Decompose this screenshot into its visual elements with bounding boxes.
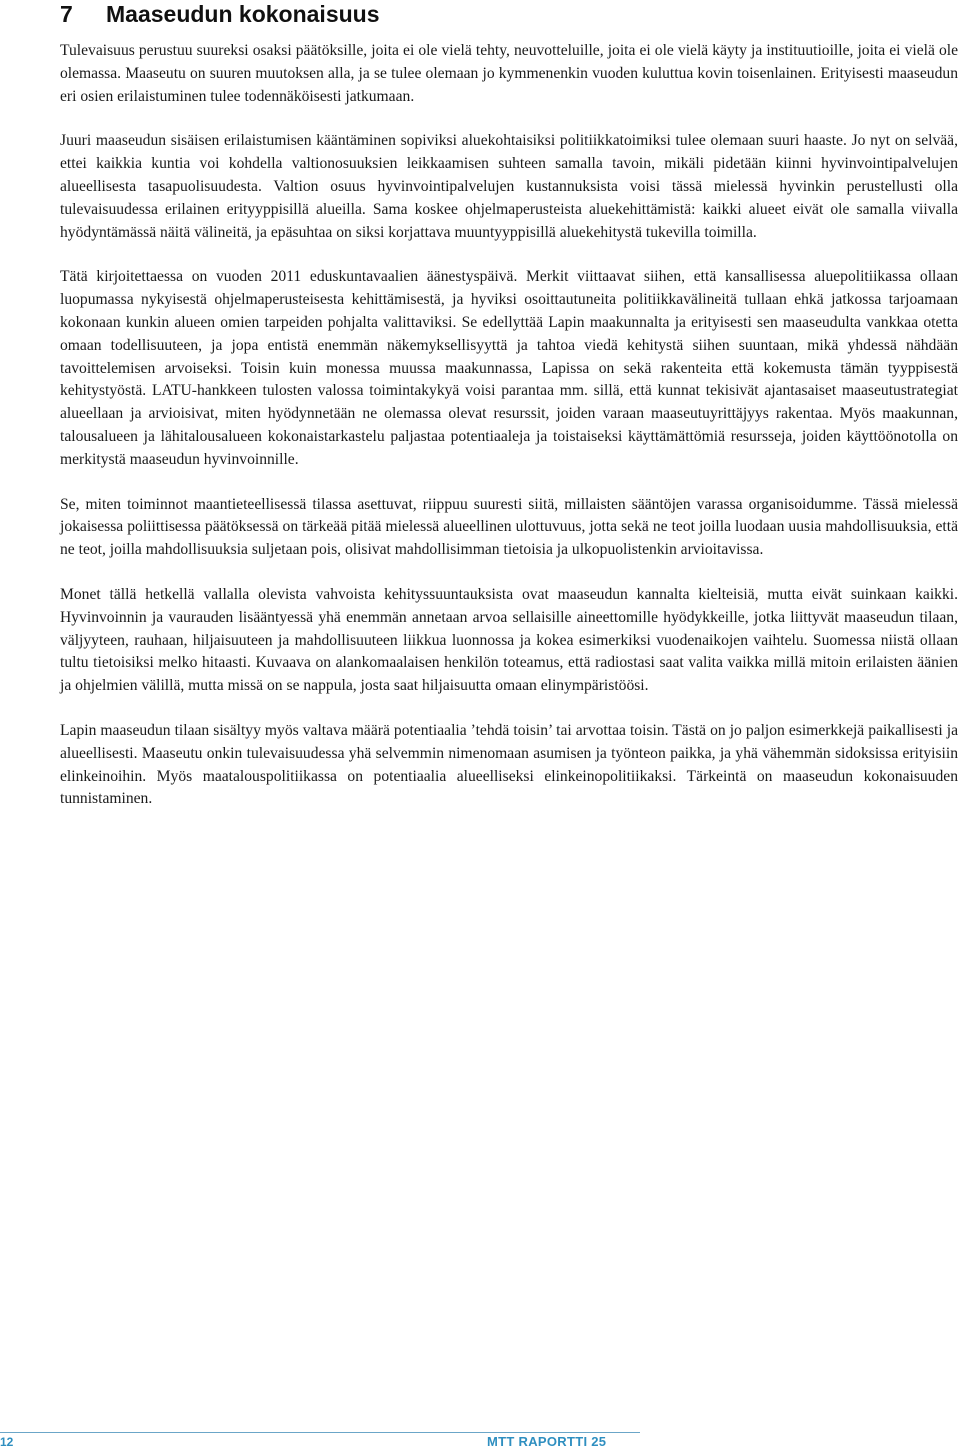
paragraph-4: Se, miten toiminnot maantieteellisessä tilassa asettuvat, riippuu suuresti siitä, millaisten sääntöjen varassa organisoidumme. Tässä mielessä jokaisessa poliittisessa päätöksessä on tärkeää pitää mielessä alueellinen ulottuvuus, jotta sekä ne teot joilla luodaan uusia mahdollisuuksia, että ne teot, joilla mahdollisuuksia suljetaan pois, olisivat mahdollisimman tietoisia ja ulkopuolistenkin arvioitavissa. xyxy=(60,495,958,559)
page-number: 12 xyxy=(0,1435,14,1449)
report-name: MTT RAPORTTI 25 xyxy=(487,1434,607,1449)
section-title: Maaseudun kokonaisuus xyxy=(106,1,380,27)
section-heading xyxy=(60,0,380,28)
body-text xyxy=(60,40,958,833)
section-number: 7 xyxy=(60,1,73,27)
page-footer xyxy=(0,1432,960,1451)
paragraph-2: Juuri maaseudun sisäisen erilaistumisen kääntäminen sopiviksi aluekohtaisiksi politiikkatoimiksi tulee olemaan suuri haaste. Jo nyt on selvää, ettei kaikkia kuntia voi kohdella valtionosuuksien leikkaamisen suhteen samalla tavoin, mikäli pidetään kiinni hyvinvointipalvelujen alueellisesta tasapuolisuudesta. Valtion osuus hyvinvointipalvelujen kustannuksista voisi tässä mielessä hyvinkin perustellusti olla tulevaisuudessa erilainen erityyppisillä alueilla. Sama koskee ohjelmaperusteista aluekehittämistä: kaikki alueet eivät ole samalla viivalla hyödyntämässä näitä välineitä, ja epäsuhtaa on siksi korjattava muuntyyppisillä aluekehitystä tukevilla toimilla. xyxy=(60,132,958,241)
paragraph-1: Tulevaisuus perustuu suureksi osaksi päätöksille, joita ei ole vielä tehty, neuvotteluille, joita ei ole vielä käyty ja instituutioille, joita ei vielä ole olemassa. Maaseutu on suuren muutoksen alla, ja se tulee olemaan jo kymmenenkin vuoden kuluttua kovin toisenlainen. Erityisesti maaseudun eri osien erilaistuminen tulee todennäköisesti jatkumaan. xyxy=(60,42,958,105)
paragraph-3: Tätä kirjoitettaessa on vuoden 2011 eduskuntavaalien äänestyspäivä. Merkit viittaavat siihen, että kansallisessa aluepolitiikassa ollaan luopumassa nykyisestä ohjelmaperusteisesta kehittämisestä, ja hyviksi osoittautuneita politiikkavälineitä tullaan ehkä jatkossa tarjoamaan kokonaan kunkin alueen omien tarpeiden pohjalta valittaviksi. Se edellyttää Lapin maakunnalta ja erityisesti sen maaseudulta vankkaa otetta omaan todellisuuteen, ja jopa entistä enemmän näkemyksellisyyttä ja tahtoa viedä kehitystä siihen suuntaan, mikä yhdessä nähdään tavoittelemisen arvoiseksi. Toisin kuin monessa muussa maakunnassa, Lapissa on sekä rakenteita että kokemusta tämän tyyppisestä kehitystyöstä. LATU-hankkeen tulosten valossa toimintakykyä voisi parantaa mm. sillä, että kunnat tekisivät ajantasaiset maaseutustrategiat alueellaan ja arvioisivat, miten hyödynnetään ne olemassa olevat resurssit, joiden varaan maaseutuyrittäjyys rakentaa. Myös maakunnan, talousalueen ja lähitalousalueen kokonaistarkastelu paljastaa potentiaaleja ja toistaiseksi käyttämättömiä resursseja, joiden käyttöönotolla on merkitystä maaseudun hyvinvoinnille. xyxy=(60,268,958,468)
paragraph-6: Lapin maaseudun tilaan sisältyy myös valtava määrä potentiaalia ’tehdä toisin’ tai arvottaa toisin. Tästä on jo paljon esimerkkejä paikallisesti ja alueellisesti. Maaseutu onkin tulevaisuudessa yhä selvemmin nimenomaan asumisen ja työnteon paikka, ja yhä vähemmän sidoksissa erityisiin elinkeinoihin. Myös maatalouspolitiikassa on potentiaalia alueelliseksi elinkeinopolitiikaksi. Tärkeintä on maaseudun kokonaisuuden tunnistaminen. xyxy=(60,721,958,808)
paragraph-5: Monet tällä hetkellä vallalla olevista vahvoista kehityssuuntauksista ovat maaseudun kannalta kielteisiä, mutta eivät suinkaan kaikki. Hyvinvoinnin ja vaurauden lisääntyessä yhä enemmän annetaan arvoa sellaisille aineettomille hyödykkeille, jotka liittyvät maaseudun tilaan, väljyyteen, rauhaan, hiljaisuuteen ja mahdollisuuteen liikkua luonnossa ja kokea esimerkiksi vuodenaikojen vaihtelu. Suomessa niistä ollaan tultu tietoisiksi melko hitaasti. Kuvaava on alankomaalaisen henkilön toteamus, että radiostasi saat valita vaikka millä mitoin erilaisten äänien ja ohjelmien välillä, mutta missä on se nappula, josta saat hiljaisuutta omaan elinympäristöösi. xyxy=(60,585,958,695)
footer-rule xyxy=(0,1432,640,1433)
